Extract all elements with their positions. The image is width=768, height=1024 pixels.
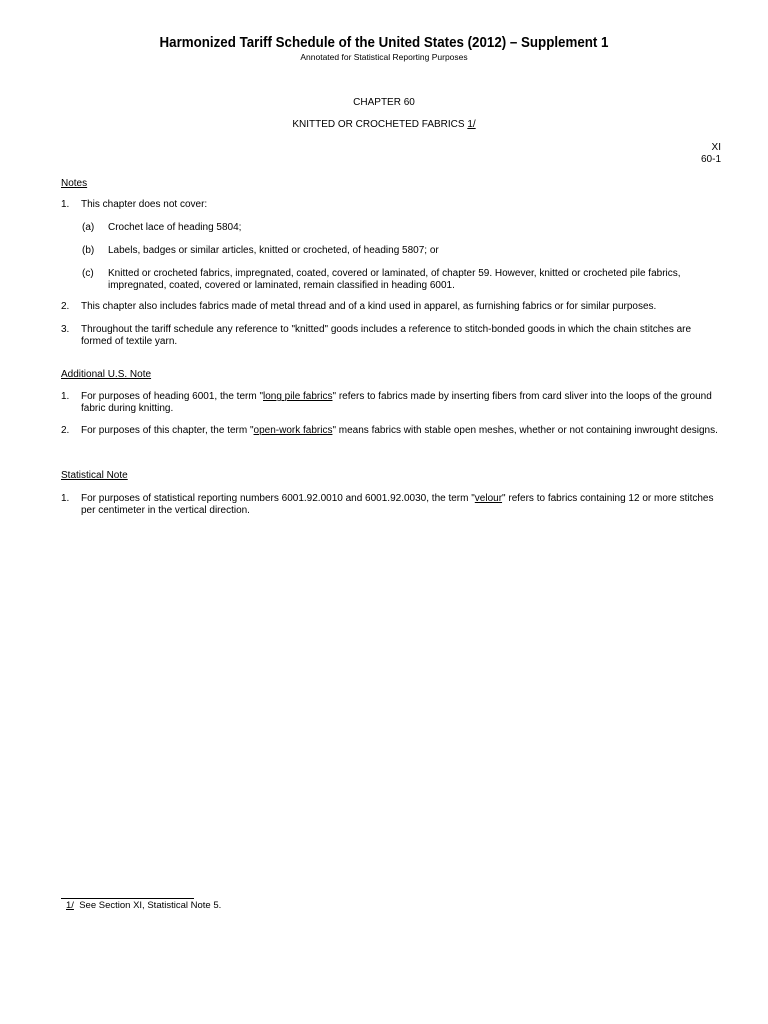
note-text-pre: For purposes of this chapter, the term " (81, 425, 254, 436)
defined-term: long pile fabrics (263, 391, 333, 402)
note-text-pre: For purposes of statistical reporting numbers 6001.92.0010 and 6001.92.0030, the term " (81, 493, 475, 504)
note-text: Throughout the tariff schedule any reference to "knitted" goods includes a reference to stitch-bonded goods in which the chain stitches are formed of textile yarn. (81, 324, 692, 347)
page-reference (701, 142, 721, 166)
sub-note-text: Knitted or crocheted fabrics, impregnated, coated, covered or laminated, of chapter 59. However, knitted or crocheted pile fabrics, impregnated, coated, covered or laminated, remain classified in heading 6001. (108, 268, 681, 291)
document-title: Harmonized Tariff Schedule of the United States (2012) – Supplement 1 (159, 35, 609, 51)
defined-term: velour (474, 493, 503, 504)
note-text (81, 493, 721, 516)
document-subtitle: Annotated for Statistical Reporting Purposes (300, 52, 468, 62)
sub-note-letter: (a) (82, 222, 95, 233)
chapter-label: CHAPTER 60 (353, 97, 415, 108)
note-text-pre: For purposes of heading 6001, the term " (81, 391, 263, 402)
footnote-divider (61, 898, 194, 899)
note-text: This chapter also includes fabrics made of metal thread and of a kind used in apparel, as furnishing fabrics or for similar purposes. (81, 301, 657, 312)
note-number: 2. (61, 425, 70, 436)
chapter-footnote-ref: 1/ (467, 119, 476, 130)
note-text-post: " refers to fabrics made by inserting fibers from card sliver into the loops of the ground fabric during knitting. (81, 391, 712, 414)
sub-note-letter: (c) (82, 268, 94, 279)
note-number: 1. (61, 391, 70, 402)
section-number: XI (711, 142, 721, 153)
statistical-note-heading: Statistical Note (61, 470, 128, 481)
notes-heading: Notes (61, 178, 88, 189)
sub-note-text: Labels, badges or similar articles, knitted or crocheted, of heading 5807; or (108, 245, 439, 256)
note-text: This chapter does not cover: (81, 199, 208, 210)
note-text-post: " means fabrics with stable open meshes, whether or not containing inwrought designs. (332, 425, 718, 436)
note-text (81, 425, 721, 437)
note-number: 1. (61, 493, 70, 504)
sub-note-letter: (b) (82, 245, 95, 256)
note-text-post: " refers to fabrics containing 12 or more stitches per centimeter in the vertical direction. (81, 493, 714, 516)
chapter-title (0, 119, 768, 130)
footnote-marker: 1/ (66, 900, 74, 911)
note-number: 2. (61, 301, 70, 312)
page-number: 60-1 (700, 154, 721, 165)
defined-term: open-work fabrics (253, 425, 333, 436)
footnote-text: See Section XI, Statistical Note 5. (73, 900, 222, 911)
footnote (66, 900, 221, 911)
chapter-title-text: KNITTED OR CROCHETED FABRICS (292, 119, 468, 130)
note-number: 1. (61, 199, 70, 210)
sub-note-text: Crochet lace of heading 5804; (108, 222, 242, 233)
note-text (81, 391, 721, 414)
additional-us-note-heading: Additional U.S. Note (61, 369, 152, 380)
note-number: 3. (61, 324, 70, 335)
